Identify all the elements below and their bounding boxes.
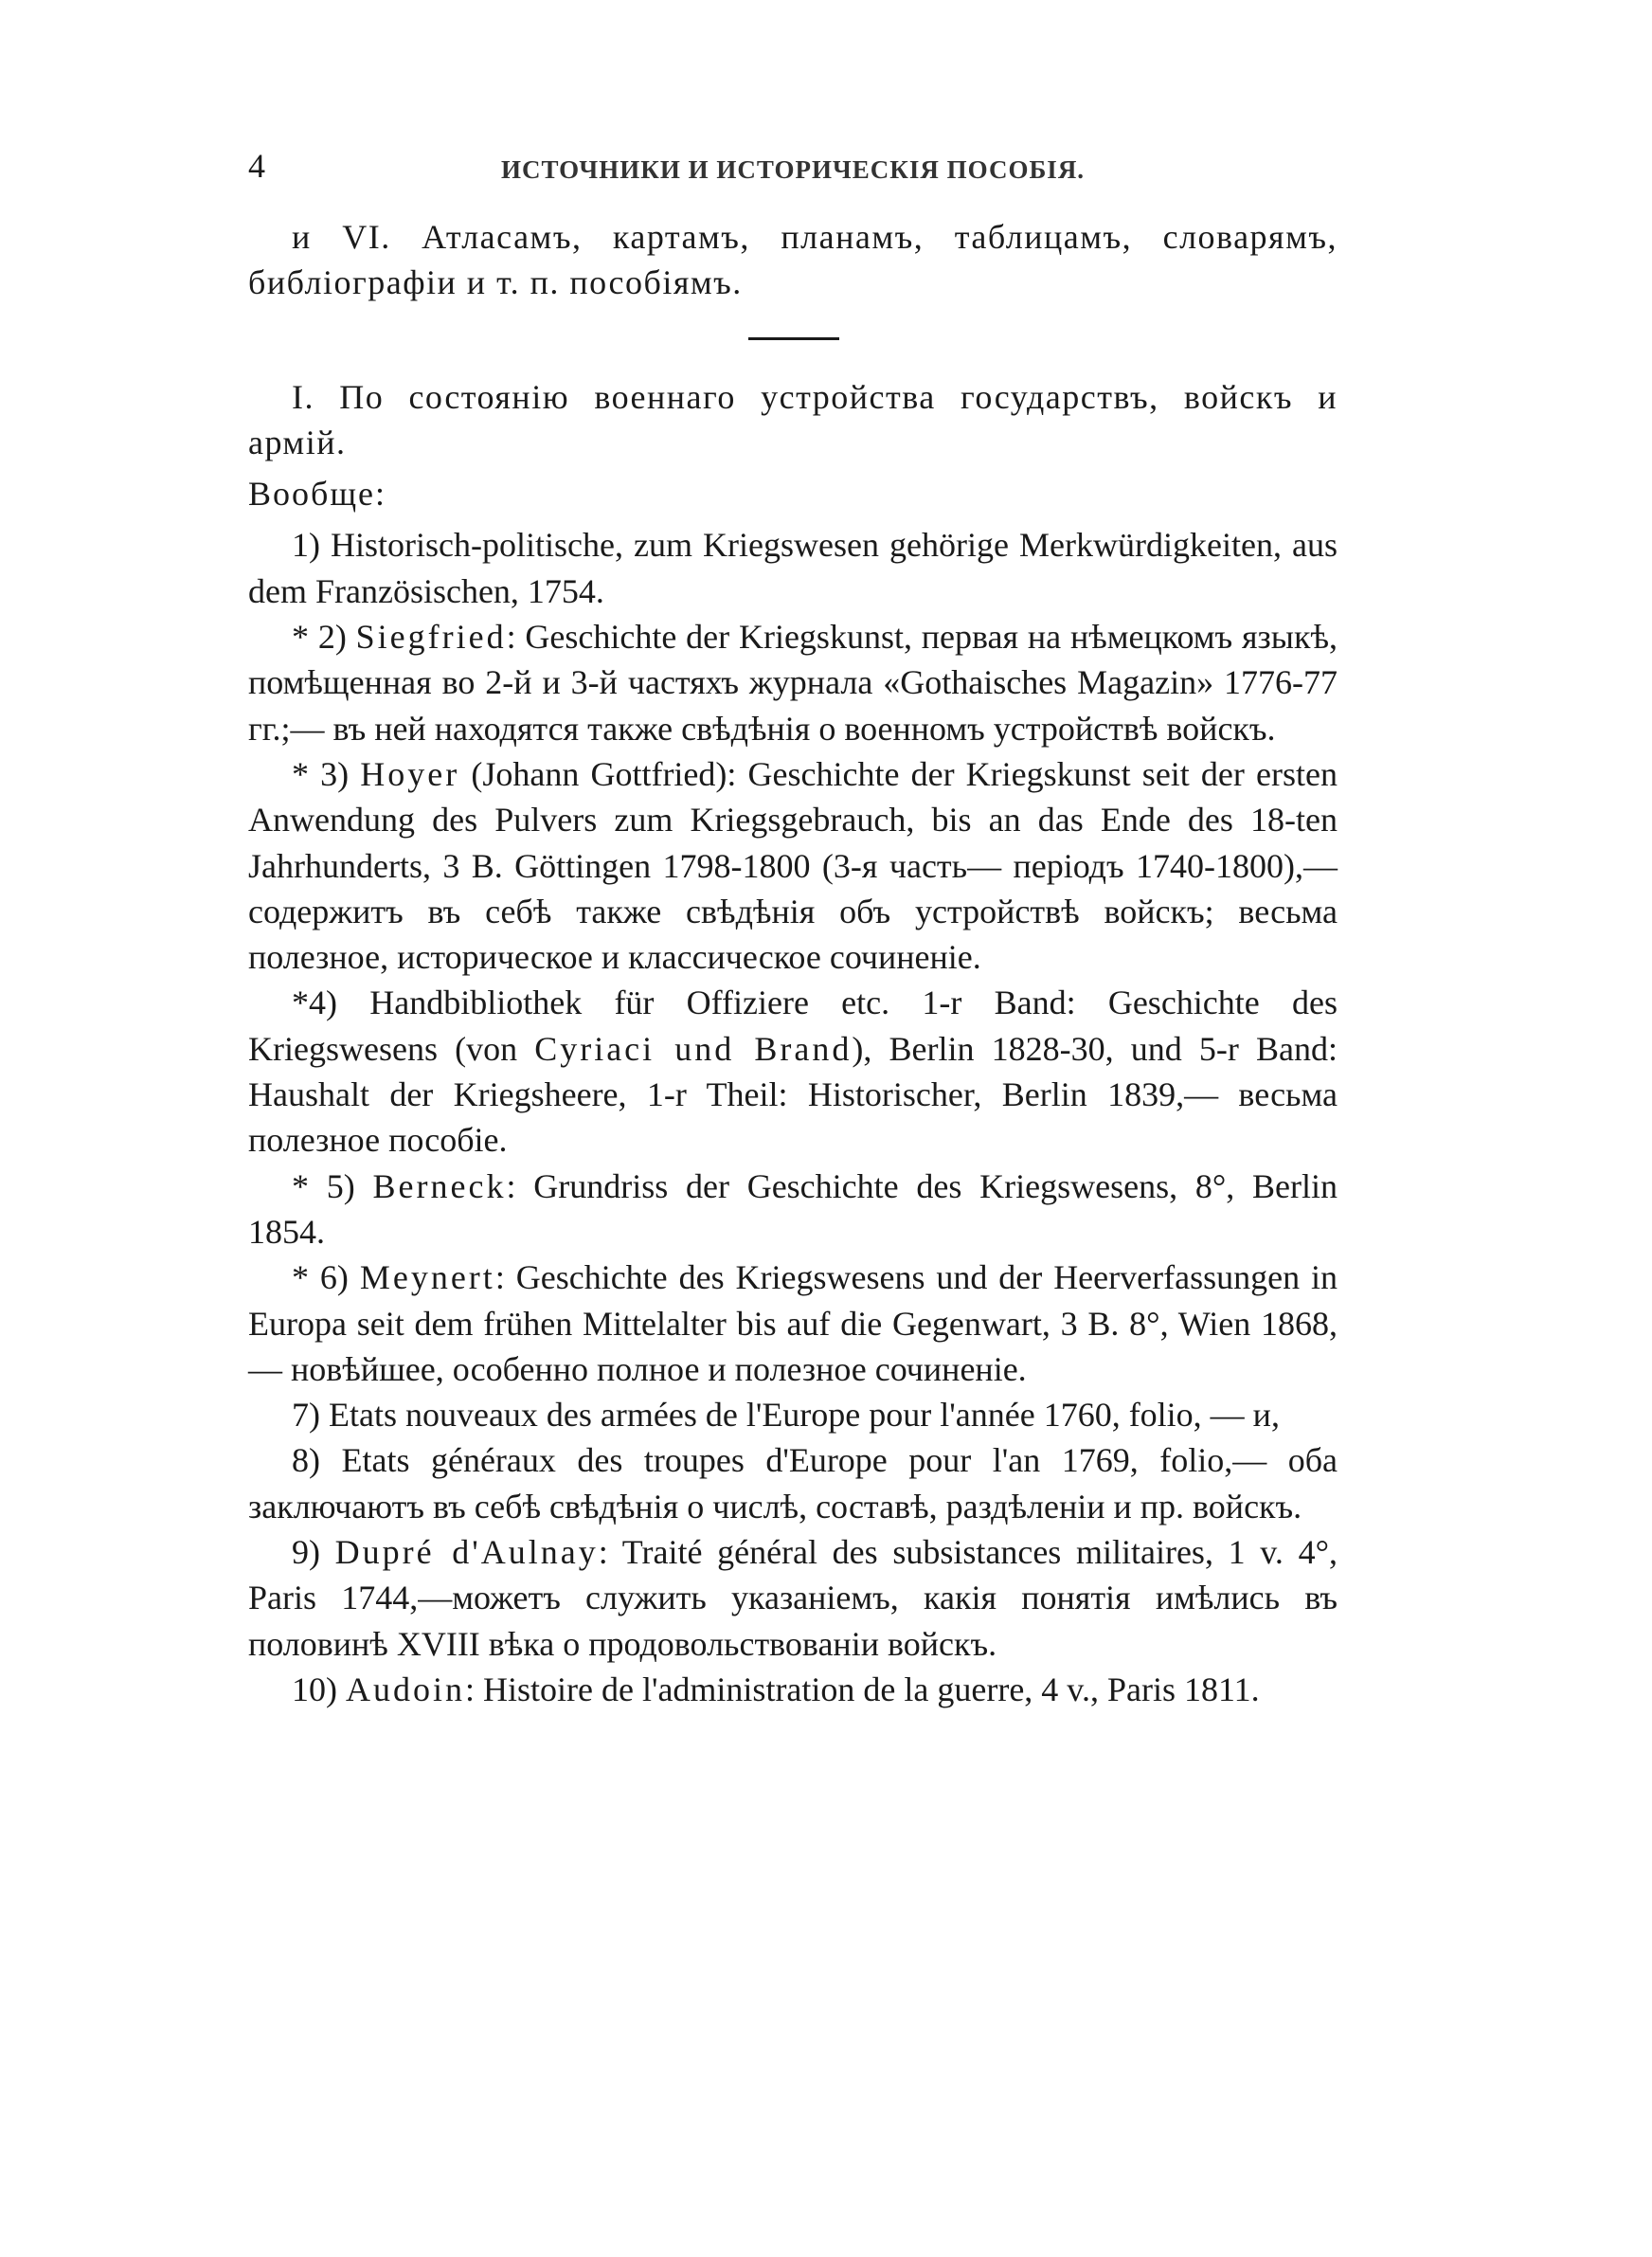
list-item: [248, 522, 1338, 614]
running-head: [248, 142, 1338, 190]
list-item: [248, 1164, 1338, 1255]
item-author: Siegfried: [355, 618, 507, 657]
item-author: Audoin: [346, 1670, 465, 1708]
item-text: : Geschichte des Kriegswesens und der Heerverfassungen in Europa seit dem frühen Mittelalter bis auf die Gegenwart, 3 B. 8°, Wien 1868,— новѣйшее, особенно полное и полезное сочиненіе.: [248, 1258, 1338, 1388]
list-item: [248, 1255, 1338, 1392]
list-item: [248, 1667, 1338, 1712]
subheading: Вообще:: [248, 475, 387, 514]
item-lead: 9): [292, 1533, 335, 1572]
item-lead: * 6): [292, 1258, 360, 1297]
section-title: I. По состоянію военнаго устройства государствъ, войскъ и армій.: [248, 377, 1338, 461]
item-text: : Traité général des subsistances militaires, 1 v. 4°, Paris 1744,—можетъ служить указаніемъ, какія понятія имѣлись въ половинѣ XVIII вѣка о продовольствованіи войскъ.: [248, 1533, 1338, 1663]
list-item: [248, 1392, 1338, 1437]
item-text: : Histoire de l'administration de la guerre, 4 v., Paris 1811.: [465, 1670, 1260, 1708]
item-text: 7) Etats nouveaux des armées de l'Europe pour l'année 1760, folio, — и,: [292, 1396, 1280, 1435]
item-author: Hoyer: [360, 754, 460, 793]
item-text: ), Berlin 1828-30, und 5-r Band: Haushalt der Kriegsheere, 1-r Theil: Historischer, Berlin 1839,— весьма полезное пособіе.: [248, 1029, 1338, 1160]
list-item: [248, 1437, 1338, 1529]
text-block: [248, 214, 1338, 1712]
intro-paragraph: и VI. Атласамъ, картамъ, планамъ, таблицамъ, словарямъ, библіографіи и т. п. пособіямъ.: [248, 218, 1338, 302]
item-text: 8) Etats généraux des troupes d'Europe pour l'an 1769, folio,— оба заключаютъ въ себѣ свѣдѣнія о числѣ, составѣ, раздѣленіи и пр. войскъ.: [248, 1441, 1338, 1526]
item-lead: * 2): [292, 618, 356, 657]
item-text: : Geschichte der Kriegskunst, первая на нѣмецкомъ языкѣ, помѣщенная во 2-й и 3-й частяхъ журнала «Gothaisches Magazin» 1776-77 гг.;— въ ней находятся также свѣдѣнія о военномъ устройствѣ войскъ.: [248, 618, 1338, 748]
item-author: Cyriaci und Brand: [534, 1029, 853, 1068]
item-text: 1) Historisch-politische, zum Kriegswesen gehörige Merkwürdigkeiten, aus dem Französischen, 1754.: [248, 526, 1338, 610]
item-lead: * 5): [292, 1166, 373, 1205]
list-item: [248, 1529, 1338, 1667]
item-text: : Grundriss der Geschichte des Kriegswesens, 8°, Berlin 1854.: [248, 1166, 1338, 1251]
page-number: 4: [248, 147, 265, 185]
item-author: Meynert: [359, 1258, 495, 1297]
running-title: ИСТОЧНИКИ И ИСТОРИЧЕСКІЯ ПОСОБІЯ.: [500, 155, 1086, 184]
list-item: [248, 980, 1338, 1163]
list-item: [248, 751, 1338, 980]
item-lead: * 3): [292, 754, 361, 793]
item-lead: *4) Handbibliothek für Offiziere etc. 1-r Band: Geschichte des Kriegswesens (von: [248, 984, 1338, 1068]
list-item: [248, 614, 1338, 751]
item-author: Berneck: [372, 1166, 507, 1205]
item-lead: 10): [292, 1670, 346, 1708]
item-author: Dupré d'Aulnay: [334, 1533, 599, 1572]
section-divider: [748, 337, 839, 340]
item-text: (Johann Gottfried): Geschichte der Kriegskunst seit der ersten Anwendung des Pulvers zum Kriegsgebrauch, bis an das Ende des 18-ten Jahrhunderts, 3 B. Göttingen 1798-1800 (3-я часть— періодъ 1740-1800),—содержитъ въ себѣ также свѣдѣнія объ устройствѣ войскъ; весьма полезное, историческое и классическое сочиненіе.: [248, 754, 1338, 977]
